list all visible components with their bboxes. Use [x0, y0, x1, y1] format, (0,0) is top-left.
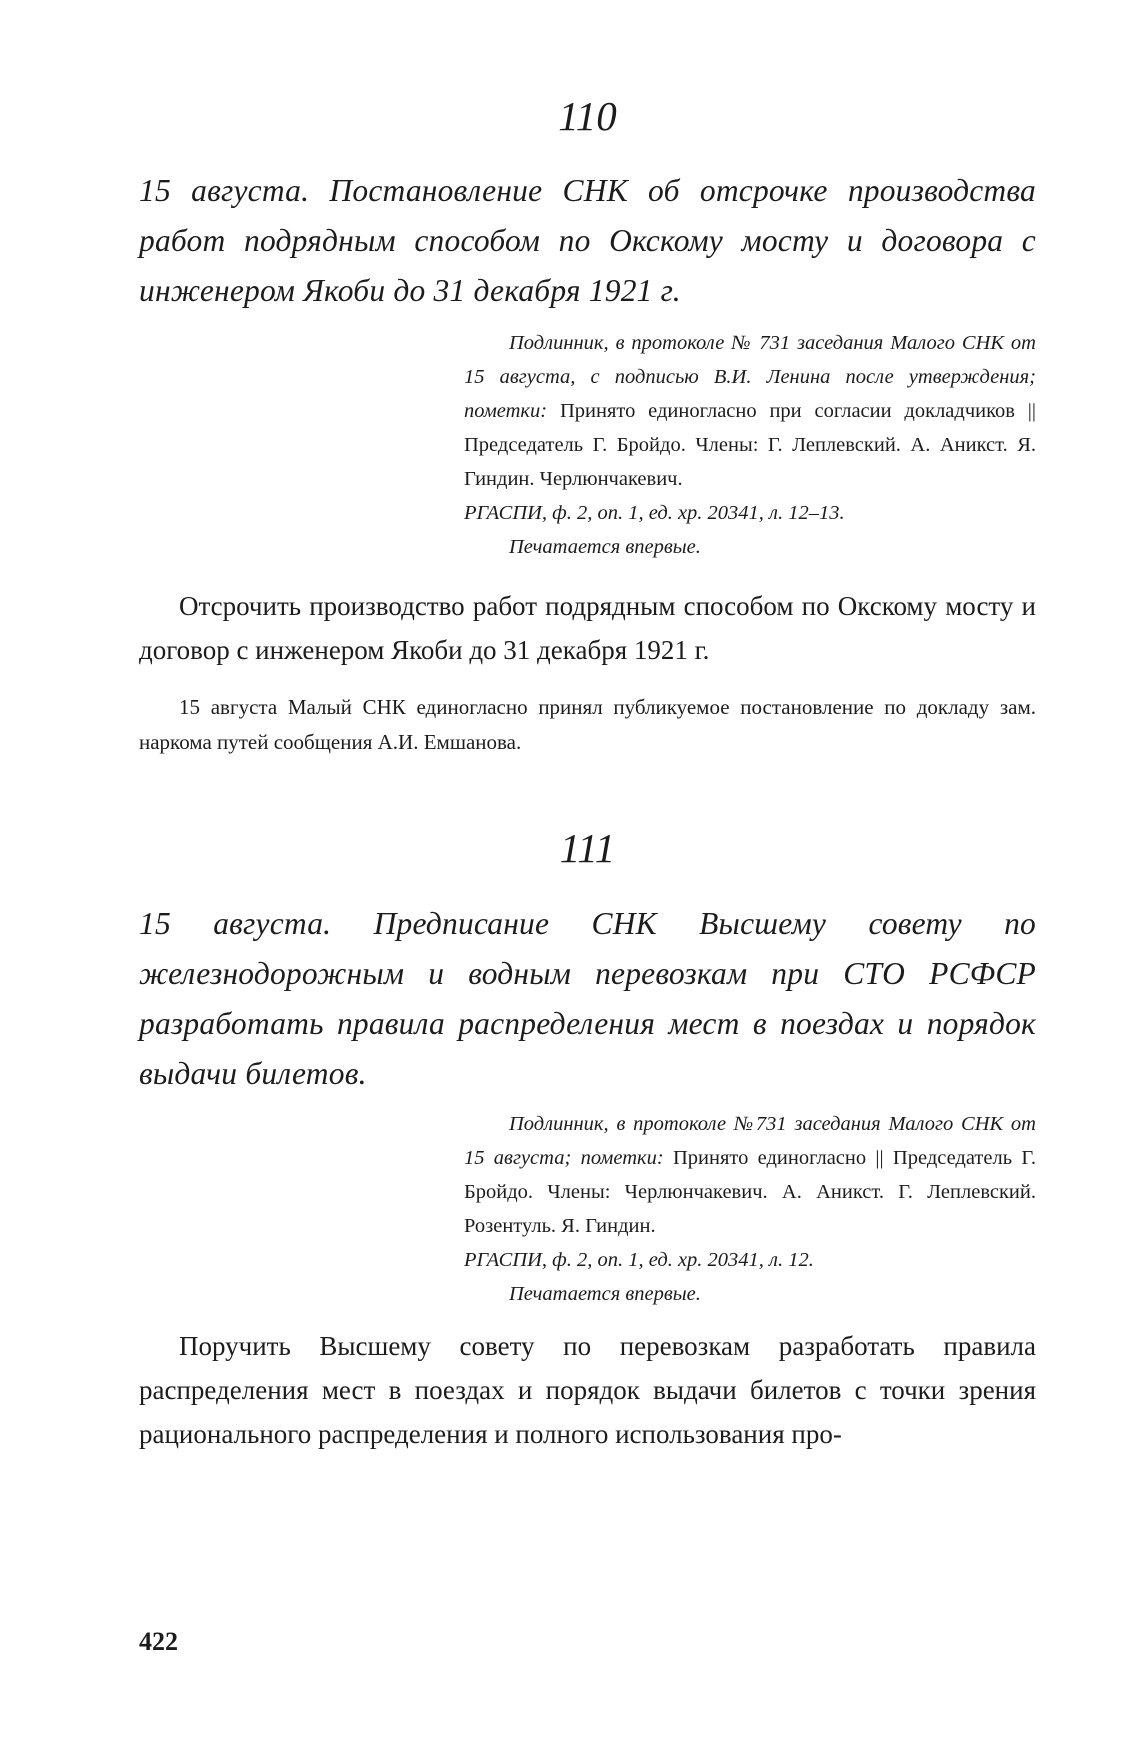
print-note: Печатается впервые. [509, 1283, 701, 1305]
document-number: 111 [559, 825, 616, 871]
document-body: Поручить Высшему совету по перевозкам разработать правила распределения мест в поездах и порядок выдачи билетов с точки зрения рационального распределения и полного использования про- [139, 1331, 1036, 1449]
source-note [464, 326, 1036, 564]
document-body: Отсрочить производство работ подрядным способом по Окскому мосту и договор с инженером Якоби до 31 декабря 1921 г. [139, 591, 1036, 665]
document-heading: 15 августа. Предписание СНК Высшему совету по железнодорожным и водным перевозкам при СТО РСФСР разработать правила распределения мест в поездах и порядок выдачи билетов. [139, 906, 1036, 1091]
document-number: 110 [558, 93, 617, 139]
document-heading: 15 августа. Постановление СНК об отсрочке производства работ подрядным способом по Окскому мосту и договора с инженером Якоби до 31 декабря 1921 г. [139, 173, 1036, 308]
source-archive: РГАСПИ, ф. 2, оп. 1, ед. хр. 20341, л. 12. [464, 1249, 814, 1271]
page-number: 422 [139, 1627, 178, 1656]
source-description: Подлинник, в протоколе № 731 заседания Малого СНК от 15 августа, с подписью В.И. Ленина после утверждения; пометки: [464, 332, 1036, 422]
source-archive: РГАСПИ, ф. 2, оп. 1, ед. хр. 20341, л. 12–13. [464, 502, 845, 524]
source-note [464, 1107, 1036, 1311]
print-note: Печатается впервые. [509, 536, 701, 558]
source-marks: Принято единогласно || Председатель Г. Бройдо. Члены: Черлюнчакевич. А. Аникст. Г. Леплевский. Розентуль. Я. Гиндин. [464, 1147, 1037, 1237]
source-marks: Принято единогласно при согласии докладчиков || Председатель Г. Бройдо. Члены: Г. Леплевский. А. Аникст. Я. Гиндин. Черлюнчакевич. [464, 400, 1037, 490]
book-page [139, 0, 1036, 1760]
editorial-note: 15 августа Малый СНК единогласно принял публикуемое постановление по докладу зам. наркома путей сообщения А.И. Емшанова. [139, 695, 1036, 754]
source-description: Подлинник, в протоколе №731 заседания Малого СНК от 15 августа; пометки: [464, 1113, 1036, 1169]
